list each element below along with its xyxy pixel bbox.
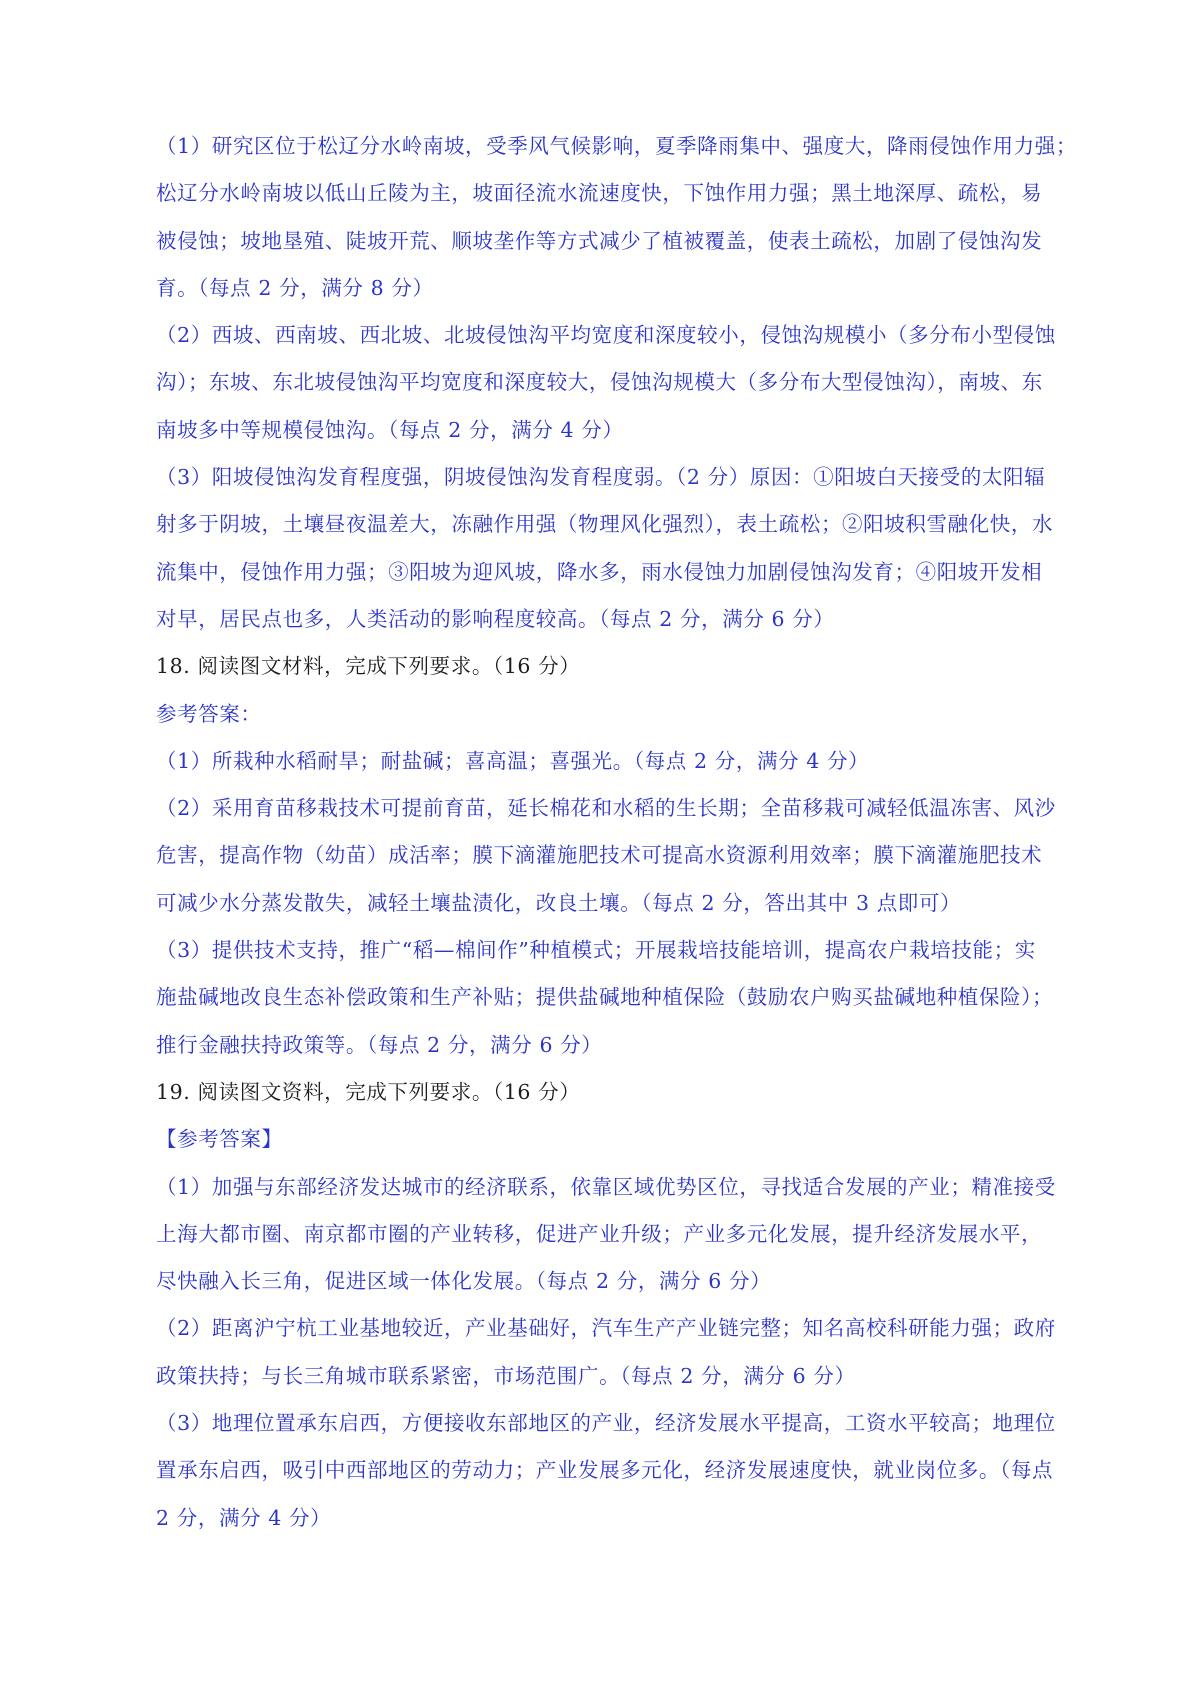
q19-answer-1-line-3: 尽快融入长三角，促进区域一体化发展。（每点 2 分，满分 6 分） — [156, 1269, 772, 1294]
q19-answer-2-line-1: （2）距离沪宁杭工业基地较近，产业基础好，汽车生产产业链完整；知名高校科研能力强；政府 — [156, 1316, 1056, 1341]
q17-answer-2-line-1: （2）西坡、西南坡、西北坡、北坡侵蚀沟平均宽度和深度较小，侵蚀沟规模小（多分布小型侵蚀 — [156, 323, 1056, 348]
q17-answer-1-line-2: 松辽分水岭南坡以低山丘陵为主，坡面径流水流速度快，下蚀作用力强；黑土地深厚、疏松，易 — [156, 181, 1043, 206]
q18-answer-3-line-1: （3）提供技术支持，推广“稻—棉间作”种植模式；开展栽培技能培训，提高农户栽培技能；实 — [156, 938, 1036, 963]
q17-answer-1-line-4: 育。（每点 2 分，满分 8 分） — [156, 275, 434, 300]
q19-answer-3-line-2: 置承东启西，吸引中西部地区的劳动力；产业发展多元化，经济发展速度快，就业岗位多。（每点 — [156, 1458, 1054, 1483]
question-19-heading: 19. 阅读图文资料，完成下列要求。（16 分） — [156, 1079, 581, 1104]
q18-answer-3-line-3: 推行金融扶持政策等。（每点 2 分，满分 6 分） — [156, 1032, 603, 1057]
q17-answer-3-line-3: 流集中，侵蚀作用力强；③阳坡为迎风坡，降水多，雨水侵蚀力加剧侵蚀沟发育；④阳坡开发相 — [156, 559, 1043, 584]
question-18-heading: 18. 阅读图文材料，完成下列要求。（16 分） — [156, 654, 581, 679]
q19-answer-2-line-2: 政策扶持；与长三角城市联系紧密，市场范围广。（每点 2 分，满分 6 分） — [156, 1363, 856, 1388]
q17-answer-3-line-2: 射多于阴坡，土壤昼夜温差大，冻融作用强（物理风化强烈），表土疏松；②阳坡积雪融化快，水 — [156, 512, 1054, 537]
q18-answer-label: 参考答案： — [156, 701, 262, 726]
q19-answer-3-line-3: 2 分，满分 4 分） — [156, 1505, 332, 1530]
q19-answer-1-line-1: （1）加强与东部经济发达城市的经济联系，依靠区域优势区位，寻找适合发展的产业；精准接受 — [156, 1174, 1056, 1199]
q17-answer-3-line-4: 对早，居民点也多，人类活动的影响程度较高。（每点 2 分，满分 6 分） — [156, 606, 835, 631]
q17-answer-2-line-2: 沟）；东坡、东北坡侵蚀沟平均宽度和深度较大，侵蚀沟规模大（多分布大型侵蚀沟），南坡、东 — [156, 370, 1043, 395]
q19-answer-label: 【参考答案】 — [156, 1127, 283, 1152]
q18-answer-1-line-1: （1）所栽种水稻耐旱；耐盐碱；喜高温；喜强光。（每点 2 分，满分 4 分） — [156, 748, 870, 773]
q17-answer-2-line-3: 南坡多中等规模侵蚀沟。（每点 2 分，满分 4 分） — [156, 417, 624, 442]
q17-answer-1-line-1: （1）研究区位于松辽分水岭南坡，受季风气候影响，夏季降雨集中、强度大，降雨侵蚀作用力强； — [156, 134, 1077, 158]
q18-answer-2-line-3: 可减少水分蒸发散失，减轻土壤盐渍化，改良土壤。（每点 2 分，答出其中 3 点即可） — [156, 890, 962, 915]
q18-answer-3-line-2: 施盐碱地改良生态补偿政策和生产补贴；提供盐碱地种植保险（鼓励农户购买盐碱地种植保险）； — [156, 985, 1054, 1010]
q18-answer-2-line-2: 危害，提高作物（幼苗）成活率；膜下滴灌施肥技术可提高水资源利用效率；膜下滴灌施肥技术 — [156, 843, 1043, 868]
q19-answer-1-line-2: 上海大都市圈、南京都市圈的产业转移，促进产业升级；产业多元化发展，提升经济发展水平， — [156, 1221, 1043, 1246]
q17-answer-1-line-3: 被侵蚀；坡地垦殖、陡坡开荒、顺坡垄作等方式减少了植被覆盖，使表土疏松，加剧了侵蚀沟发 — [156, 228, 1043, 253]
document-page — [156, 123, 1077, 1542]
q17-answer-3-line-1: （3）阳坡侵蚀沟发育程度强，阴坡侵蚀沟发育程度弱。（2 分）原因：①阳坡白天接受的太阳辐 — [156, 465, 1046, 490]
q18-answer-2-line-1: （2）采用育苗移栽技术可提前育苗，延长棉花和水稻的生长期；全苗移栽可减轻低温冻害、风沙 — [156, 796, 1056, 821]
q19-answer-3-line-1: （3）地理位置承东启西，方便接收东部地区的产业，经济发展水平提高，工资水平较高；地理位 — [156, 1411, 1056, 1436]
